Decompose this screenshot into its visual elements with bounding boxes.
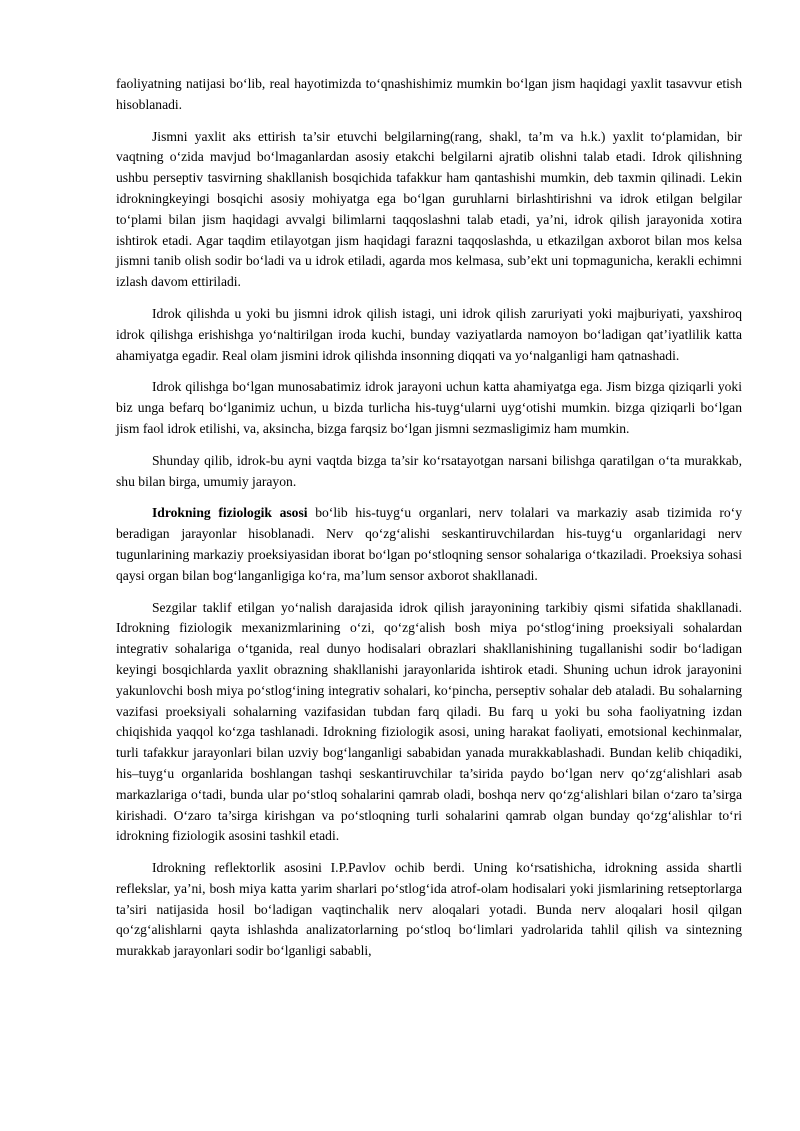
bold-term: Idrokning fiziologik asosi [152, 505, 308, 521]
paragraph-continuation [116, 74, 742, 116]
paragraph-text: bo‘lib his-tuyg‘u organlari, nerv tolalari va markaziy asab tizimida ro‘y beradigan jarayonlar hisoblanadi. Nerv qo‘zg‘alishi seskantiruvchilardan his-tuyg‘u organlaridagi nerv tugunlarining markaziy proeksiyasidan iborat bo‘lgan po‘stloqning sensor sohalariga o‘tkaziladi. Proeksiya sohasi qaysi organ bilan bog‘langanligiga ko‘ra, ma’lum sensor axborot shakllanadi. [116, 505, 742, 583]
paragraph-text: faoliyatning natijasi bo‘lib, real hayotimizda to‘qnashishimiz mumkin bo‘lgan jism haqidagi yaxlit tasavvur etish hisoblanadi. [116, 76, 742, 112]
paragraph-text: Idrok qilishga bo‘lgan munosabatimiz idrok jarayoni uchun katta ahamiyatga ega. Jism bizga qiziqarli yoki biz unga befarq bo‘lganimiz uchun, u bizda turlicha his-tuyg‘ularni uyg‘otishi mumkin. bizga qiziqarli bo‘lgan jism faol idrok etilishi, va, aksincha, bizga farqsiz bo‘lgan jismni sezmasligimiz ham mumkin. [116, 379, 742, 436]
paragraph-physiological-basis [116, 503, 742, 586]
document-page [116, 74, 742, 973]
paragraph-will-in-perception [116, 304, 742, 366]
paragraph-text: Jismni yaxlit aks ettirish ta’sir etuvchi belgilarning(rang, shakl, ta’m va h.k.) yaxlit to‘plamidan, bir vaqtning o‘zida mavjud bo‘lmaganlardan asosiy etakchi belgilarni ajratib olishni talab etadi. Idrok qilishning ushbu perseptiv tasvirning shakllanish bosqichida tafakkur ham qantashishi mumkin, deb taxmin qilinadi. Lekin idrokningkeyingi bosqichi asosiy mohiyatga ega bo‘lgan guruhlarni birlashtirishni va idrok etilgan belgilar to‘plami bilan jism haqidagi avvalgi bilimlarni taqqoslashni talab etadi, ya’ni, idrok qilish jarayonida xotira ishtirok etadi. Agar taqdim etilayotgan jism haqidagi farazni taqqoslashda, u etkazilgan axborot bilan mos kelsa jismni tanib olish sodir bo‘ladi va u idrok etiladi, agarda mos kelmasa, sub’ekt uni topmagunicha, kerakli echimni izlash davom ettiriladi. [116, 128, 742, 290]
paragraph-attitude [116, 377, 742, 439]
paragraph-text: Idrok qilishda u yoki bu jismni idrok qilish istagi, uni idrok qilish zaruriyati yoki majburiyati, yaxshiroq idrok qilishga erishishga yo‘naltirilgan iroda kuchi, bunday vaziyatlarda namoyon bo‘ladigan qat’iyatlilik katta ahamiyatga egadir. Real olam jismini idrok qilishda insonning diqqati va yo‘nalganligi ham qatnashadi. [116, 305, 742, 363]
paragraph-pavlov-reflex [116, 858, 742, 962]
paragraph-text: Shunday qilib, idrok-bu ayni vaqtda bizga ta’sir ko‘rsatayotgan narsani bilishga qaratilgan o‘ta murakkab, shu bilan birga, umumiy jarayon. [116, 452, 742, 489]
paragraph-text: Sezgilar taklif etilgan yo‘nalish darajasida idrok qilish jarayonining tarkibiy qismi sifatida shakllanadi. Idrokning fiziologik mexanizmlarining o‘zi, qo‘zg‘alish bosh miya po‘stlog‘ining proeksiyali sohalardan integrativ sohalariga o‘tganida, real dunyo hodisalari obrazlari shakllanishining tugallanishi sodir bo‘ladigan keyingi bosqichlarda yaxlit obrazning shakllanishi jarayonlarida ishtirok etadi. Shuning uchun idrok jarayonini yakunlovchi bosh miya po‘stlog‘ining integrativ sohalari, ko‘pincha, perseptiv sohalar deb ataladi. Bu sohalarning vazifasi proeksiyali sohalarning vazifasidan tubdan farq qiladi. Bu farq u yoki bu soha faoliyatning izdan chiqishida yaqqol ko‘zga tashlanadi. Idrokning fiziologik asosi, uning harakat faoliyati, emotsional kechinmalar, turli tafakkur jarayonlari bilan uzviy bog‘langanligi sababidan yanada murakkablashadi. Bundan kelib chiqadiki, his–tuyg‘u organlarida boshlangan tashqi seskantiruvchilar ta’sirida paydo bo‘lgan nerv qo‘zg‘alishlari asab markazlariga o‘tadi, bunda ular po‘stloq sohalarini qamrab oladi, boshqa nerv qo‘zg‘alishlari bilan o‘zaro ta’sirga kirishadi. O‘zaro ta’sirga kirishgan va po‘stloqning turli sohalarini qamrab olgan bunday qo‘zg‘alishlar to‘ri idrokning fiziologik asosini tashkil etadi. [116, 599, 742, 844]
paragraph-text: Idrokning reflektorlik asosini I.P.Pavlov ochib berdi. Uning ko‘rsatishicha, idrokning assida shartli reflekslar, ya’ni, bosh miya katta yarim sharlari po‘stlog‘ida atrof-olam hodisalari yoki jismlarining retseptorlarga ta’siri natijasida hosil bo‘ladigan vaqtinchalik nerv aloqalari yotadi. Bunda nerv aloqalari hosil qilgan qo‘zg‘alishlarni qayta ishlashda analizatorlarning po‘stloq bo‘limlari yadrolarida tahlil qilish va sintezning murakkab jarayonlari sodir bo‘lganligi sababli, [116, 860, 742, 959]
paragraph-holistic-reflection [116, 127, 742, 293]
paragraph-summary [116, 451, 742, 493]
paragraph-sensations [116, 598, 742, 848]
